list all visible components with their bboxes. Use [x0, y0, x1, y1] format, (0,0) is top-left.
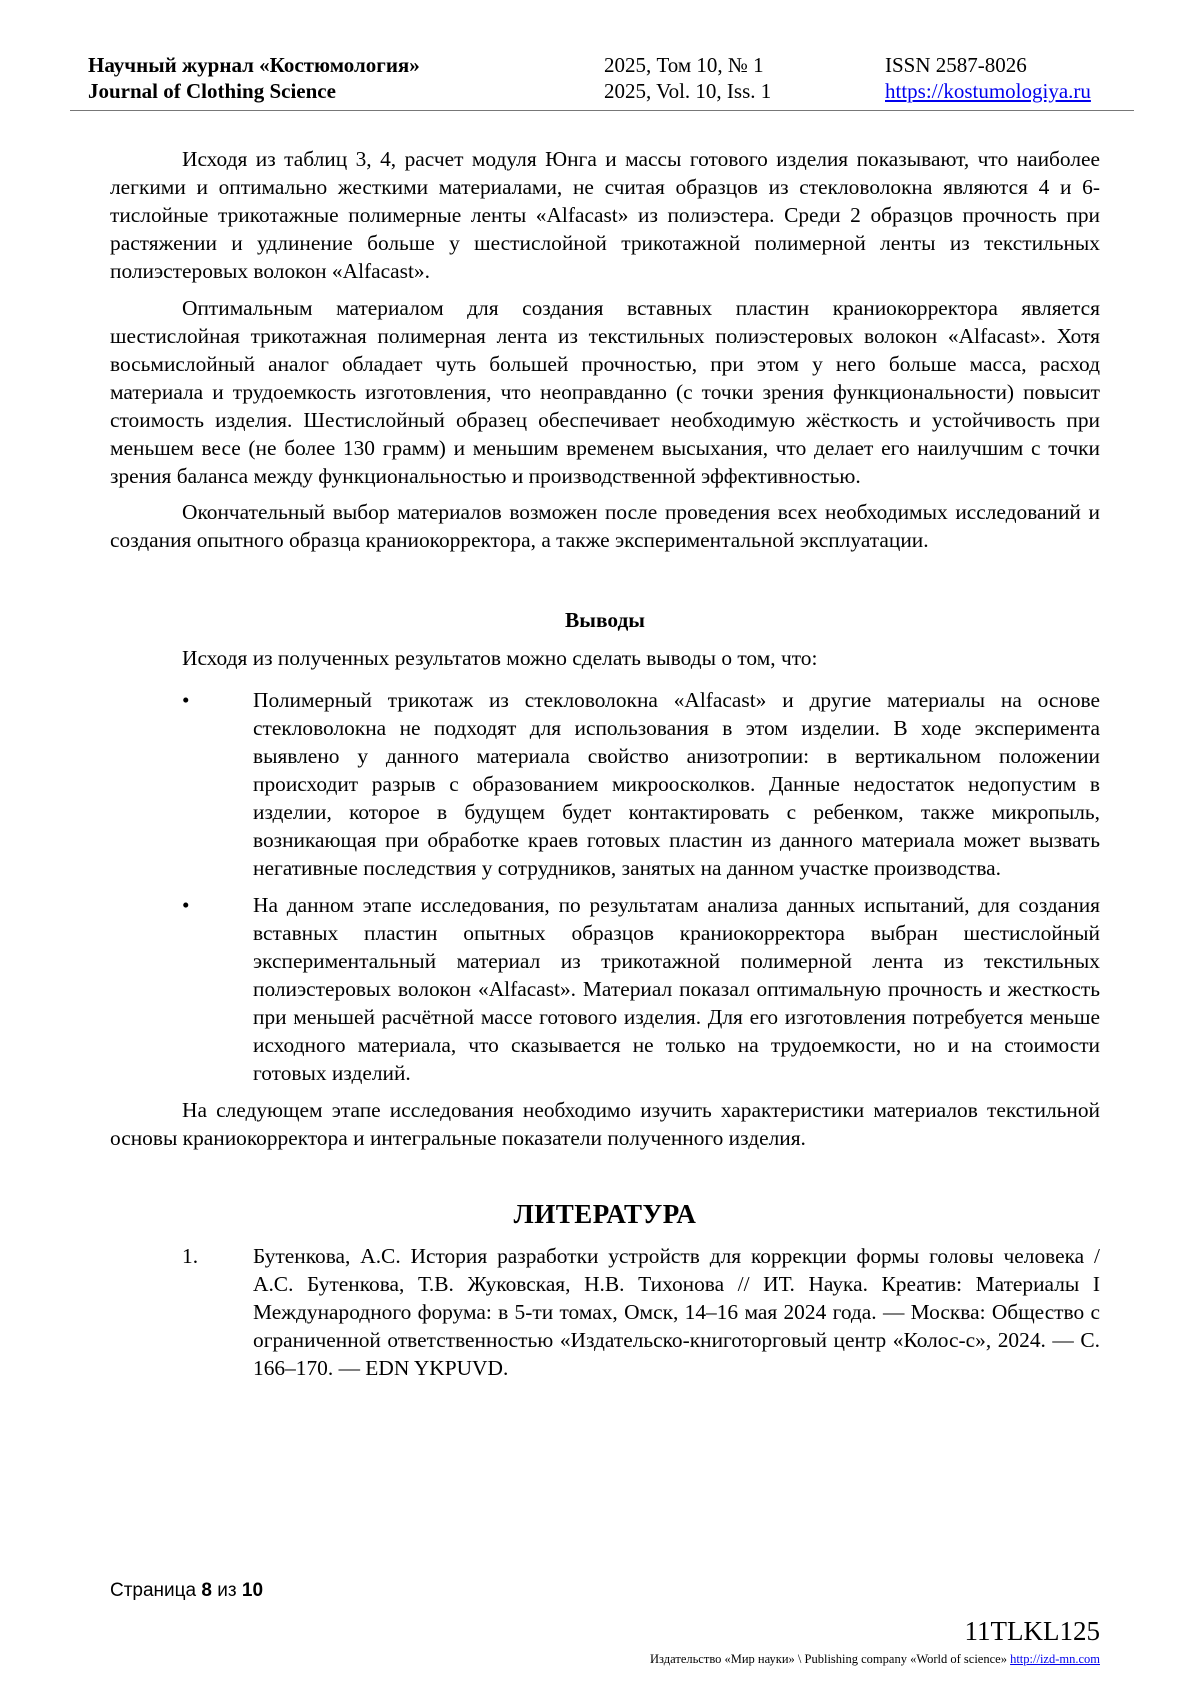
list-item [110, 686, 1100, 882]
issn: ISSN 2587-8026 [885, 53, 1027, 77]
paragraph-3: Окончательный выбор материалов возможен после проведения всех необходимых исследований и создания опытного образца краниокорректора, а также экспериментальной эксплуатации. [110, 500, 1100, 552]
paragraph-2: Оптимальным материалом для создания вставных пластин краниокорректора является шестислойная трикотажная полимерная лента из текстильных полиэстеровых волокон «Alfacast». Хотя восьмислойный аналог обладает чуть большей прочностью, при этом у него больше масса, расход материала и трудоемкость изготовления, что неоправданно (с точки зрения функциональности) повысит стоимость изделия. Шестислойный образец обеспечивает необходимую жёсткость и устойчивость при меньшем весе (не более 130 грамм) и меньшим временем высыхания, что делает его наилучшим с точки зрения баланса между функциональностью и производственной эффективностью. [110, 296, 1100, 488]
list-item [110, 891, 1100, 1087]
issue-ru: 2025, Том 10, № 1 [604, 53, 764, 77]
list-item-text: Полимерный трикотаж из стекловолокна «Alfacast» и другие материалы на основе стекловолокна не подходят для использования в этом изделии. В ходе эксперимента выявлено у данного материала свойство анизотропии: в вертикальном положении происходит разрыв с образованием микроосколков. Данные недостаток недопустим в изделии, которое в будущем будет контактировать с ребенком, также микропыль, возникающая при обработке краев готовых пластин из данного материала может вызвать негативные последствия у сотрудников, занятых на данном участке производства. [253, 688, 1100, 880]
journal-title-ru: Научный журнал «Костюмология» [88, 53, 420, 77]
page-number [110, 1580, 263, 1602]
article-body [110, 145, 1100, 1382]
bullet-icon: • [182, 893, 190, 917]
journal-title-block [88, 52, 420, 104]
reference-text: Бутенкова, А.С. История разработки устройств для коррекции формы головы человека / А.С. Бутенкова, Т.В. Жуковская, Н.В. Тихонова // ИТ. Наука. Креатив: Материалы I Международного форума: в 5-ти томах, Омск, 14–16 мая 2024 года. — Москва: Общество с ограниченной ответственностью «Издательско-книготорговый центр «Колос-с», 2024. — С. 166–170. — EDN YKPUVD. [253, 1244, 1100, 1380]
paragraph-1: Исходя из таблиц 3, 4, расчет модуля Юнга и массы готового изделия показывают, что наиболее легкими и оптимально жесткими материалами, не считая образцов из стекловолокна являются 4 и 6-тислойные трикотажные полимерные ленты «Alfacast» из полиэстера. Среди 2 образцов прочность при растяжении и удлинение больше у шестислойной трикотажной полимерной ленты из текстильных полиэстеровых волокон «Alfacast». [110, 147, 1100, 283]
list-item-text: На данном этапе исследования, по результатам анализа данных испытаний, для создания вставных пластин опытных образцов краниокорректора выбран шестислойный экспериментальный материал из трикотажной полимерной лента из текстильных полиэстеровых волокон «Alfacast». Материал показал оптимальную прочность и жесткость при меньшей расчётной массе готового изделия. Для его изготовления потребуется меньше исходного материала, что сказывается не только на трудоемкости, но и на стоимости готовых изделий. [253, 893, 1100, 1085]
issn-block [885, 52, 1091, 104]
publisher-link[interactable]: http://izd-mn.com [1010, 1652, 1100, 1666]
journal-title-en: Journal of Clothing Science [88, 79, 336, 103]
conclusions-closing: На следующем этапе исследования необходимо изучить характеристики материалов текстильной основы краниокорректора и интегральные показатели полученного изделия. [110, 1098, 1100, 1150]
header-divider [70, 110, 1134, 111]
references-list [110, 1242, 1100, 1382]
page-label: Страница [110, 1580, 197, 1601]
reference-number: 1. [182, 1244, 199, 1268]
issue-block [604, 52, 771, 104]
references-heading: ЛИТЕРАТУРА [513, 1199, 697, 1229]
conclusions-heading: Выводы [565, 608, 645, 632]
conclusions-list [110, 686, 1100, 1087]
article-code: 11TLKL125 [964, 1616, 1100, 1646]
issue-en: 2025, Vol. 10, Iss. 1 [604, 79, 772, 103]
conclusions-intro: Исходя из полученных результатов можно сделать выводы о том, что: [182, 646, 818, 670]
reference-item [110, 1242, 1100, 1382]
page-current: 8 [201, 1580, 212, 1601]
page-of: из [217, 1580, 237, 1601]
publisher-text: Издательство «Мир науки» \ Publishing company «World of science» [650, 1652, 1007, 1666]
journal-url-link[interactable]: https://kostumologiya.ru [885, 79, 1091, 103]
publisher-line [650, 1652, 1100, 1667]
bullet-icon: • [182, 688, 190, 712]
page-total: 10 [241, 1580, 264, 1601]
